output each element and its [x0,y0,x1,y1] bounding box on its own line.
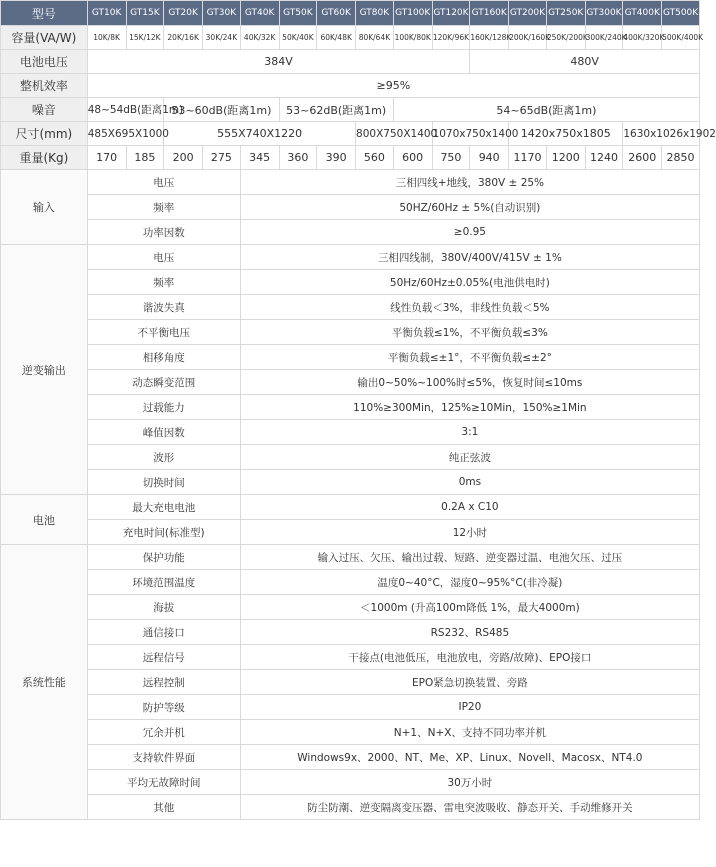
spec-name: 波形 [87,445,240,470]
input-section-row [1,195,700,220]
spec-value: RS232、RS485 [240,620,699,645]
weight-cell: 1200 [546,146,585,170]
spec-name: 最大充电电池 [87,495,240,520]
spec-name: 不平衡电压 [87,320,240,345]
model-header-cell: GT30K [203,1,241,26]
spec-value: 三相四线制，380V/400V/415V ± 1% [240,245,699,270]
output-section-row [1,395,700,420]
capacity-cell: 160K/128K [470,26,509,50]
dimensions-value: 1630x1026x1902 [623,122,700,146]
system-section-row [1,570,700,595]
system-section-row [1,770,700,795]
output-section-row [1,420,700,445]
spec-name: 平均无故障时间 [87,770,240,795]
model-header-row [1,1,700,26]
output-section-row [1,320,700,345]
model-header-cell: GT120K [432,1,470,26]
weight-cell: 600 [393,146,432,170]
capacity-cell: 15K/12K [126,26,164,50]
spec-value: 防尘防潮、逆变隔离变压器、雷电突波吸收、静态开关、手动维修开关 [240,795,699,820]
system-section-row [1,620,700,645]
system-section-row [1,745,700,770]
spec-name: 电压 [87,170,240,195]
battery-section-row [1,520,700,545]
spec-name: 远程控制 [87,670,240,695]
input-section-label: 输入 [1,170,88,245]
system-section-row [1,795,700,820]
spec-value: 输出0~50%~100%时≤5%，恢复时间≤10ms [240,370,699,395]
battery-section-label: 电池 [1,495,88,545]
spec-name: 环境范围温度 [87,570,240,595]
spec-value: N+1、N+X、支持不同功率并机 [240,720,699,745]
noise-row [1,98,700,122]
spec-name: 海拔 [87,595,240,620]
model-header-cell: GT200K [509,1,547,26]
spec-name: 充电时间(标准型) [87,520,240,545]
spec-value: 纯正弦波 [240,445,699,470]
spec-value: IP20 [240,695,699,720]
output-section-row [1,245,700,270]
weight-cell: 275 [203,146,241,170]
capacity-cell: 200K/160K [509,26,547,50]
model-header-cell: GT160K [470,1,509,26]
spec-name: 峰值因数 [87,420,240,445]
weight-cell: 2600 [623,146,662,170]
efficiency-value: ≥95% [87,74,699,98]
dimensions-value: 800X750X1400 [356,122,433,146]
noise-value: 53~60dB(距离1m) [164,98,279,122]
efficiency-label: 整机效率 [1,74,88,98]
dimensions-row [1,122,700,146]
spec-name: 远程信号 [87,645,240,670]
capacity-label: 容量(VA/W) [1,26,88,50]
spec-name: 切换时间 [87,470,240,495]
capacity-cell: 40K/32K [240,26,279,50]
dimensions-value: 555X740X1220 [164,122,356,146]
system-section-row [1,645,700,670]
spec-name: 谐波失真 [87,295,240,320]
spec-value: 温度0~40°C，湿度0~95%°C(非冷凝) [240,570,699,595]
spec-value: 0.2A x C10 [240,495,699,520]
output-section-row [1,470,700,495]
weight-cell: 750 [432,146,470,170]
model-header-cell: GT50K [279,1,317,26]
noise-value: 48~54dB(距离1m) [87,98,164,122]
spec-value: 12小时 [240,520,699,545]
capacity-cell: 20K/16K [164,26,203,50]
spec-value: Windows9x、2000、NT、Me、XP、Linux、Novell、Macosx、NT4.0 [240,745,699,770]
spec-name: 相移角度 [87,345,240,370]
capacity-cell: 30K/24K [203,26,241,50]
spec-value: 50Hz/60Hz±0.05%(电池供电时) [240,270,699,295]
spec-name: 动态瞬变范围 [87,370,240,395]
battery-voltage-value: 480V [470,50,700,74]
system-section-label: 系统性能 [1,545,88,820]
spec-value: 3:1 [240,420,699,445]
noise-value: 54~65dB(距离1m) [393,98,699,122]
weight-cell: 360 [279,146,317,170]
spec-value: 平衡负载≤1%，不平衡负载≤3% [240,320,699,345]
capacity-cell: 500K/400K [662,26,700,50]
spec-name: 防护等级 [87,695,240,720]
model-header-cell: GT20K [164,1,203,26]
weight-label: 重量(Kg) [1,146,88,170]
spec-name: 频率 [87,270,240,295]
weight-cell: 390 [317,146,356,170]
spec-name: 其他 [87,795,240,820]
output-section-label: 逆变输出 [1,245,88,495]
model-header-cell: GT60K [317,1,356,26]
input-section-row [1,220,700,245]
spec-name: 冗余并机 [87,720,240,745]
spec-value: EPO紧急切换装置、旁路 [240,670,699,695]
system-section-row [1,595,700,620]
battery-voltage-row [1,50,700,74]
weight-cell: 200 [164,146,203,170]
system-section-row [1,670,700,695]
model-header-cell: GT15K [126,1,164,26]
dimensions-value: 1420x750x1805 [509,122,623,146]
system-section-row [1,720,700,745]
model-header-cell: GT300K [585,1,623,26]
weight-cell: 170 [87,146,126,170]
spec-name: 电压 [87,245,240,270]
spec-name: 保护功能 [87,545,240,570]
noise-value: 53~62dB(距离1m) [279,98,393,122]
model-header-label: 型号 [1,1,88,26]
spec-value: 0ms [240,470,699,495]
weight-cell: 560 [356,146,394,170]
weight-cell: 185 [126,146,164,170]
capacity-cell: 60K/48K [317,26,356,50]
capacity-cell: 80K/64K [356,26,394,50]
input-section-row [1,170,700,195]
spec-value: 三相四线+地线，380V ± 25% [240,170,699,195]
spec-name: 频率 [87,195,240,220]
output-section-row [1,270,700,295]
dimensions-label: 尺寸(mm) [1,122,88,146]
battery-voltage-label: 电池电压 [1,50,88,74]
model-header-cell: GT100K [393,1,432,26]
battery-section-row [1,495,700,520]
model-header-cell: GT10K [87,1,126,26]
capacity-cell: 50K/40K [279,26,317,50]
spec-value: 30万小时 [240,770,699,795]
model-header-cell: GT40K [240,1,279,26]
dimensions-value: 485X695X1000 [87,122,164,146]
noise-label: 噪音 [1,98,88,122]
spec-value: 干接点(电池低压，电池放电，旁路/故障)、EPO接口 [240,645,699,670]
model-header-cell: GT80K [356,1,394,26]
output-section-row [1,345,700,370]
spec-value: 50HZ/60Hz ± 5%(自动识别) [240,195,699,220]
spec-name: 功率因数 [87,220,240,245]
spec-value: 线性负载＜3%，非线性负载＜5% [240,295,699,320]
capacity-row [1,26,700,50]
spec-value: ＜1000m (升高100m降低 1%，最大4000m) [240,595,699,620]
capacity-cell: 300K/240K [585,26,623,50]
spec-name: 通信接口 [87,620,240,645]
capacity-cell: 400K/320K [623,26,662,50]
capacity-cell: 100K/80K [393,26,432,50]
efficiency-row [1,74,700,98]
weight-cell: 940 [470,146,509,170]
weight-row [1,146,700,170]
model-header-cell: GT250K [546,1,585,26]
spec-value: 110%≥300Min，125%≥10Min，150%≥1Min [240,395,699,420]
weight-cell: 1170 [509,146,547,170]
capacity-cell: 250K/200K [546,26,585,50]
output-section-row [1,370,700,395]
spec-value: 平衡负载≤±1°，不平衡负载≤±2° [240,345,699,370]
system-section-row [1,545,700,570]
weight-cell: 345 [240,146,279,170]
battery-voltage-value: 384V [87,50,470,74]
capacity-cell: 120K/96K [432,26,470,50]
system-section-row [1,695,700,720]
model-header-cell: GT500K [662,1,700,26]
model-header-cell: GT400K [623,1,662,26]
output-section-row [1,445,700,470]
dimensions-value: 1070x750x1400 [432,122,509,146]
spec-value: 输入过压、欠压、输出过载、短路、逆变器过温、电池欠压、过压 [240,545,699,570]
spec-value: ≥0.95 [240,220,699,245]
spec-name: 支持软件界面 [87,745,240,770]
weight-cell: 2850 [662,146,700,170]
capacity-cell: 10K/8K [87,26,126,50]
spec-name: 过载能力 [87,395,240,420]
weight-cell: 1240 [585,146,623,170]
output-section-row [1,295,700,320]
